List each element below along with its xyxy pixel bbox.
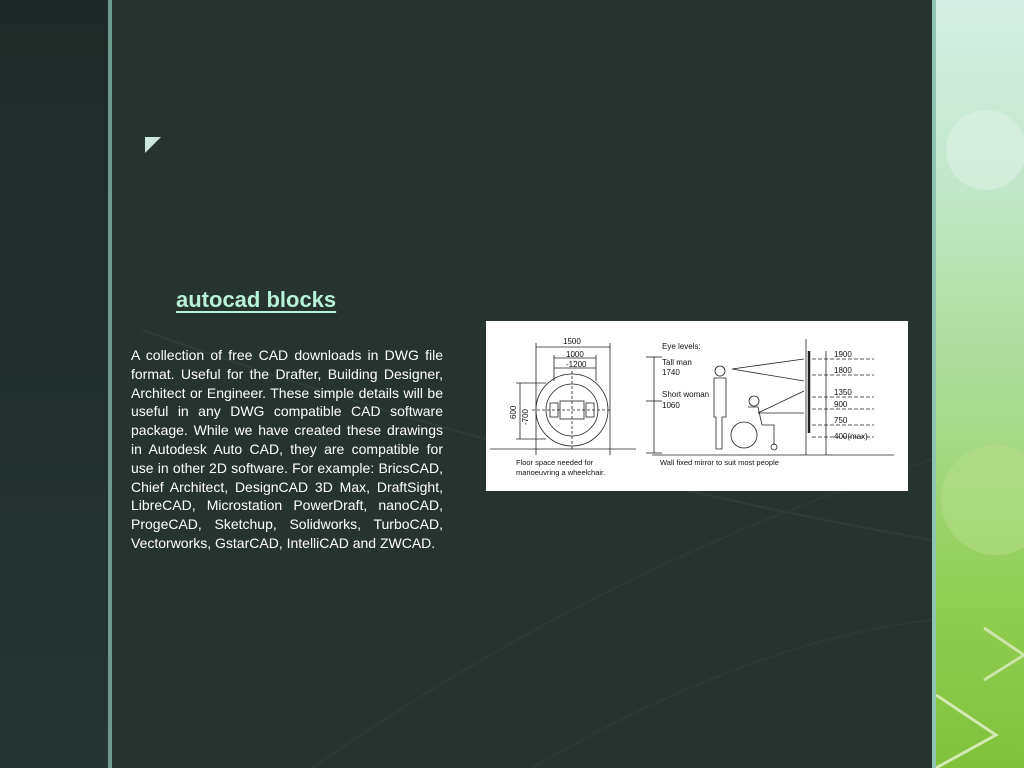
dim-1200: -1200: [566, 360, 587, 369]
label-eye-levels: Eye levels:: [662, 342, 701, 351]
label-short-woman: Short woman: [662, 390, 710, 399]
dim-700: -700: [521, 408, 530, 425]
caption-floor-space: Floor space needed for: [516, 458, 594, 467]
bullet-triangle-icon: [145, 137, 161, 153]
height-750: 750: [834, 416, 848, 425]
label-tall-man: Tall man: [662, 358, 692, 367]
height-900: 900: [834, 400, 848, 409]
left-band: [0, 0, 108, 768]
dim-1000: 1000: [566, 350, 584, 359]
value-tall-man: 1740: [662, 368, 680, 377]
diagram-svg: [486, 321, 908, 491]
height-1350: 1350: [834, 388, 852, 397]
chevron-decoration-icon: [936, 0, 1024, 768]
height-400-max: 400(max): [834, 432, 868, 441]
right-band: [936, 0, 1024, 768]
wheelchair-mirror-diagram: [486, 321, 908, 491]
value-short-woman: 1060: [662, 401, 680, 410]
slide-title-link[interactable]: autocad blocks: [176, 287, 337, 312]
dim-600: 600: [509, 405, 518, 419]
caption-wall-mirror: Wall fixed mirror to suit most people: [660, 458, 779, 467]
dim-1500: 1500: [563, 337, 581, 346]
caption-manoeuvring: manoeuvring a wheelchair.: [516, 468, 606, 477]
height-1900: 1900: [834, 350, 852, 359]
slide-body-text: A collection of free CAD downloads in DWG file format. Useful for the Drafter, Building Designer, Architect or Engineer. These simple details will be useful in any DWG compatible CAD software package. While we have created these drawings in Autodesk Auto CAD, they are compatible for use in other 2D software. For example: BricsCAD, Chief Architect, DesignCAD 3D Max, DraftSight, LibreCAD, Microstation PowerDraft, nanoCAD, ProgeCAD, Sketchup, Solidworks, TurboCAD, Vectorworks, GstarCAD, IntelliCAD and ZWCAD.: [131, 347, 443, 551]
height-1800: 1800: [834, 366, 852, 375]
